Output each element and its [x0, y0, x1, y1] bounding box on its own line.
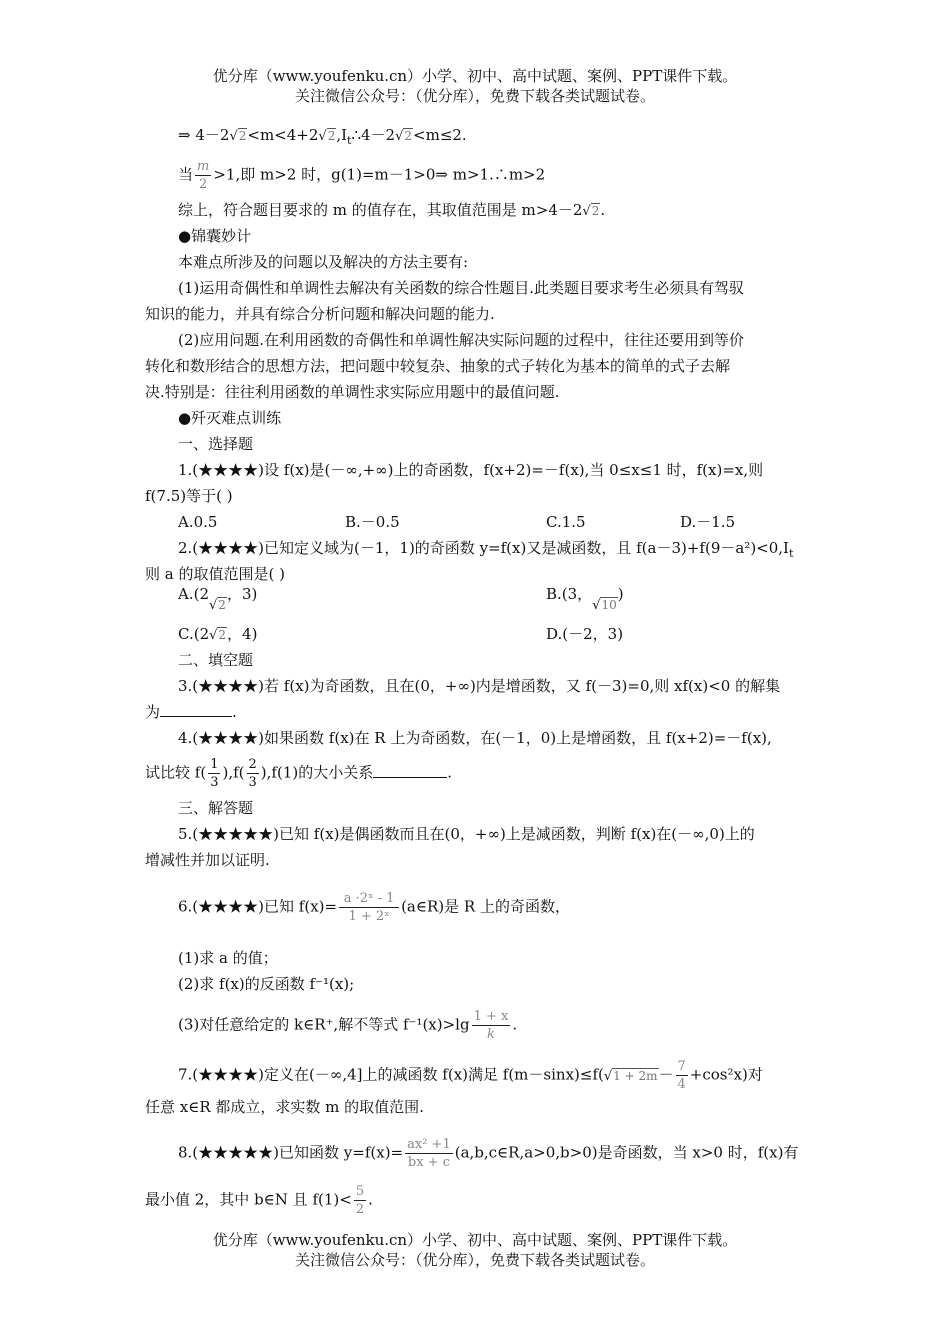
q5-line2: 增减性并加以证明.: [145, 851, 270, 869]
q6-line1: 6.(★★★★)已知 f(x)= $\frac{\text{a ·2ˣ - 1}}{\text{1 + 2ˣ}}$ (a∈R)是 R 上的奇函数，: [178, 891, 570, 924]
sqrt-2: √2: [395, 129, 413, 144]
answer-blank: [373, 763, 447, 778]
sqrt-2: √2: [209, 628, 227, 643]
fraction-q6: $\frac{\text{a ·2ˣ - 1}}{\text{1 + 2ˣ}}$: [339, 890, 399, 925]
sqrt-2: √2: [318, 129, 336, 144]
q2-option-d: D.(－2，3): [546, 625, 624, 643]
tips-p2-line3: 决.特别是：往往利用函数的单调性求实际应用题中的最值问题.: [145, 383, 560, 401]
fraction-q6-3: $\frac{1 + x}{k}$: [473, 1009, 509, 1042]
q7-line2: 任意 x∈R 都成立，求实数 m 的取值范围.: [145, 1098, 424, 1116]
tips-p2-line2: 转化和数形结合的思想方法，把问题中较复杂、抽象的式子转化为基本的简单的式子去解: [145, 357, 731, 375]
solution-line-1: ⇒ $4-2√2<m<4+2√2,I_t\therefore 4-2√2<m\le 2$.: [178, 126, 467, 147]
solution-line-3: 综上，符合题目要求的 m 的值存在，其取值范围是 m>4－2√2.: [178, 199, 605, 223]
q5-line1: 5.(★★★★★)已知 f(x)是偶函数而且在(0，+∞)上是减函数，判断 f(x)在(－∞,0)上的: [178, 825, 755, 843]
sqrt-2: √2: [582, 204, 600, 219]
q1-line2: f(7.5)等于( ): [145, 487, 233, 505]
sqrt-1-plus-2m: √1 + 2m: [603, 1068, 658, 1084]
q8-line1: 8.(★★★★★)已知函数 y=f(x)= $\frac{\text{ax² +1}}{bx + c}$ (a,b,c∈R,a>0,b>0)是奇函数，当 x>0 时，f(x)有: [178, 1137, 799, 1170]
q4-line2: 试比较 f( $\frac{1}{3}$ ),f( $\frac{2}{3}$ ),f(1)的大小关系 .: [145, 757, 452, 790]
fraction-q8: $\frac{\text{ax² +1}}{bx + c}$: [407, 1137, 451, 1170]
solution-line-2: 当 $\frac{m}{2}$ >1,即 m>2 时，g(1)=m－1>0⇒ m>1.∴m>2: [178, 159, 546, 192]
fraction-1-3: $\frac{1}{3}$: [210, 757, 219, 790]
fraction-2-3: $\frac{2}{3}$: [248, 757, 257, 790]
q2-option-b: B.(3，√10): [546, 583, 624, 607]
q7-line1: 7.(★★★★)定义在(－∞,4]上的减函数 f(x)满足 f(m－sinx)≤f(√1 + 2m－ $\frac{7}{4}$ +cos²x)对: [178, 1059, 763, 1092]
fraction-m-over-2: $\frac{m}{2}$: [197, 159, 210, 192]
section-choice: 一、选择题: [178, 435, 254, 453]
training-title: ●歼灭难点训练: [178, 409, 282, 427]
q2-line2: 则 a 的取值范围是( ): [145, 565, 285, 583]
fraction-5-2: $\frac{5}{2}$: [355, 1184, 365, 1217]
q6-sub2: (2)求 f(x)的反函数 f⁻¹(x);: [178, 975, 355, 993]
q2-option-c: C.(2√2，4): [178, 623, 257, 647]
page-header: [0, 66, 950, 106]
q1-option-d: D.－1.5: [680, 513, 736, 531]
q1-option-c: C.1.5: [546, 513, 586, 531]
q1-option-b: B.－0.5: [345, 513, 400, 531]
q4-line1: 4.(★★★★)如果函数 f(x)在 R 上为奇函数，在(－1，0)上是增函数，且 f(x+2)=－f(x),: [178, 729, 772, 747]
footer-line-1: 优分库（www.youfenku.cn）小学、初中、高中试题、案例、PPT课件下载。: [212, 1231, 738, 1249]
tips-title: ●锦囊妙计: [178, 227, 252, 245]
q6-sub1: (1)求 a 的值；: [178, 949, 278, 967]
q2-line1: 2.(★★★★)已知定义域为(－1，1)的奇函数 y=f(x)又是减函数，且 $f(a-3)+f(9-a^2)<0,I_t$: [178, 539, 794, 560]
q8-line2: 最小值 2，其中 b∈N 且 f(1)< $\frac{5}{2}$ .: [145, 1184, 373, 1217]
page-footer: [0, 1230, 950, 1270]
sqrt-2: √2: [209, 598, 226, 613]
q1-line1: 1.(★★★★)设 f(x)是(－∞,+∞)上的奇函数，f(x+2)=－f(x),当 0≤x≤1 时，f(x)=x,则: [178, 461, 764, 479]
tips-intro: 本难点所涉及的问题以及解决的方法主要有:: [178, 253, 469, 271]
q2-option-a: A.(2√2，3): [178, 583, 257, 607]
tips-p1-line1: (1)运用奇偶性和单调性去解决有关函数的综合性题目.此类题目要求考生必须具有驾驭: [178, 279, 745, 297]
sqrt-2: √2: [229, 129, 247, 144]
footer-line-2: 关注微信公众号：（优分库），免费下载各类试题试卷。: [294, 1251, 655, 1269]
tips-p1-line2: 知识的能力，并具有综合分析问题和解决问题的能力.: [145, 305, 495, 323]
header-line-1: 优分库（www.youfenku.cn）小学、初中、高中试题、案例、PPT课件下载。: [212, 67, 738, 85]
q3-line1: 3.(★★★★)若 f(x)为奇函数，且在(0，+∞)内是增函数，又 f(－3)=0,则 xf(x)<0 的解集: [178, 677, 781, 695]
section-answer: 三、解答题: [178, 799, 254, 817]
section-fill: 二、填空题: [178, 651, 254, 669]
tips-p2-line1: (2)应用问题.在利用函数的奇偶性和单调性解决实际问题的过程中，往往还要用到等价: [178, 331, 745, 349]
sqrt-10: √10: [592, 598, 617, 613]
header-line-2: 关注微信公众号：（优分库），免费下载各类试题试卷。: [294, 87, 655, 105]
q1-option-a: A.0.5: [178, 513, 218, 531]
answer-blank: [160, 702, 232, 717]
q6-sub3: (3)对任意给定的 k∈R⁺,解不等式 f⁻¹(x)>lg $\frac{1 + x}{k}$ .: [178, 1009, 518, 1042]
q3-line2: 为 .: [145, 703, 237, 721]
fraction-7-4: $\frac{7}{4}$: [677, 1059, 686, 1092]
